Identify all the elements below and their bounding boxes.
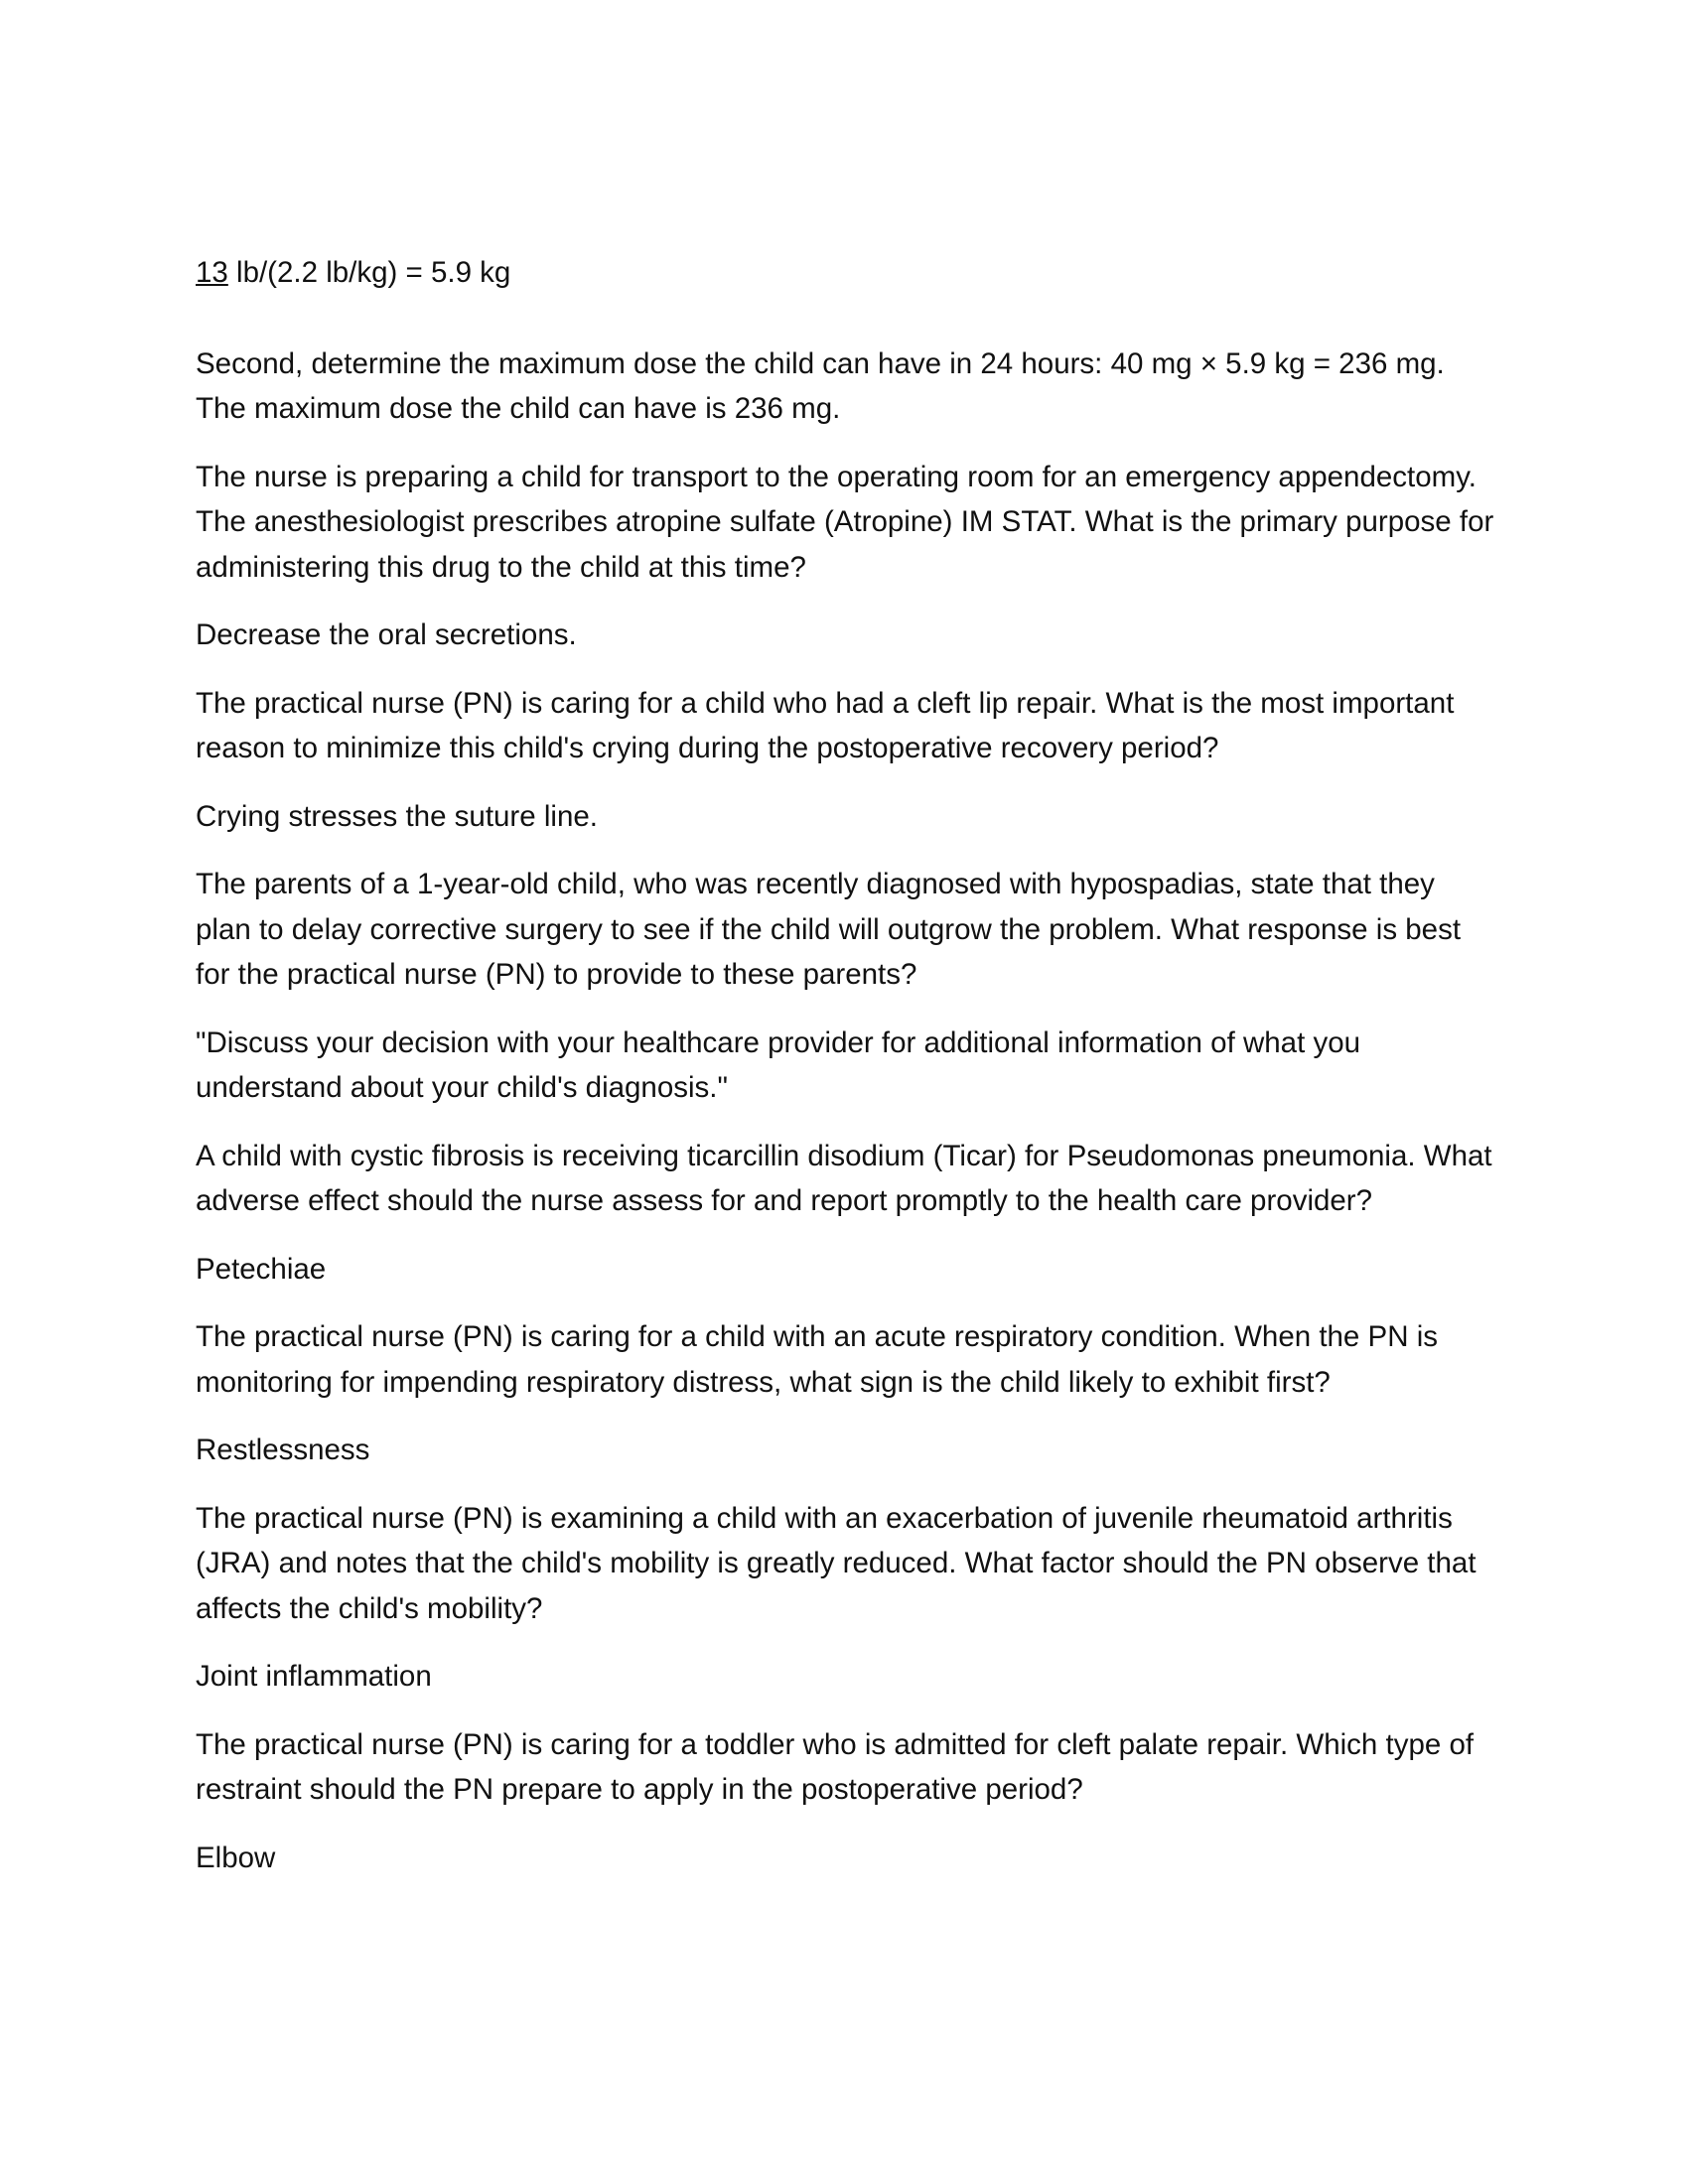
question-cleft-palate: The practical nurse (PN) is caring for a toddler who is admitted for cleft palate repair. Which type of restraint should the PN prepare to apply in the postoperative period? — [196, 1727, 1475, 1806]
dose-calculation-paragraph: Second, determine the maximum dose the child can have in 24 hours: 40 mg × 5.9 kg = 236 mg. The maximum dose the child can have is 236 mg. — [196, 346, 1445, 425]
answer-cleft-palate: Elbow — [196, 1841, 276, 1874]
question-atropine: The nurse is preparing a child for transport to the operating room for an emergency appendectomy. The anesthesiologist prescribes atropine sulfate (Atropine) IM STAT. What is the primary purpose for administering this drug to the child at this time? — [196, 460, 1494, 584]
answer-atropine: Decrease the oral secretions. — [196, 618, 577, 651]
question-hypospadias: The parents of a 1-year-old child, who was recently diagnosed with hypospadias, state that they plan to delay corrective surgery to see if the child will outgrow the problem. What response is best for the practical nurse (PN) to provide to these parents? — [196, 868, 1462, 991]
answer-cleft-lip: Crying stresses the suture line. — [196, 799, 598, 833]
answer-hypospadias: "Discuss your decision with your healthcare provider for additional information of what you understand about your child's diagnosis." — [196, 1025, 1361, 1104]
formula-rest: lb/(2.2 lb/kg) = 5.9 kg — [227, 256, 511, 289]
formula-underlined-value: 13 — [196, 256, 228, 289]
question-respiratory-distress: The practical nurse (PN) is caring for a child with an acute respiratory condition. When the PN is monitoring for impending respiratory distress, what sign is the child likely to exhibit first? — [196, 1320, 1439, 1399]
question-cleft-lip: The practical nurse (PN) is caring for a child who had a cleft lip repair. What is the most important reason to minimize this child's crying during the postoperative recovery period? — [196, 686, 1455, 764]
answer-jra: Joint inflammation — [196, 1660, 432, 1693]
weight-conversion-formula — [196, 250, 1496, 296]
question-cystic-fibrosis: A child with cystic fibrosis is receiving ticarcillin disodium (Ticar) for Pseudomonas pneumonia. What adverse effect should the nurse assess for and report promptly to the health care provider? — [196, 1139, 1492, 1217]
answer-respiratory-distress: Restlessness — [196, 1433, 370, 1466]
document-page — [196, 250, 1496, 1903]
answer-cystic-fibrosis: Petechiae — [196, 1252, 327, 1286]
question-jra: The practical nurse (PN) is examining a child with an exacerbation of juvenile rheumatoid arthritis (JRA) and notes that the child's mobility is greatly reduced. What factor should the PN observe that affects the child's mobility? — [196, 1501, 1477, 1625]
